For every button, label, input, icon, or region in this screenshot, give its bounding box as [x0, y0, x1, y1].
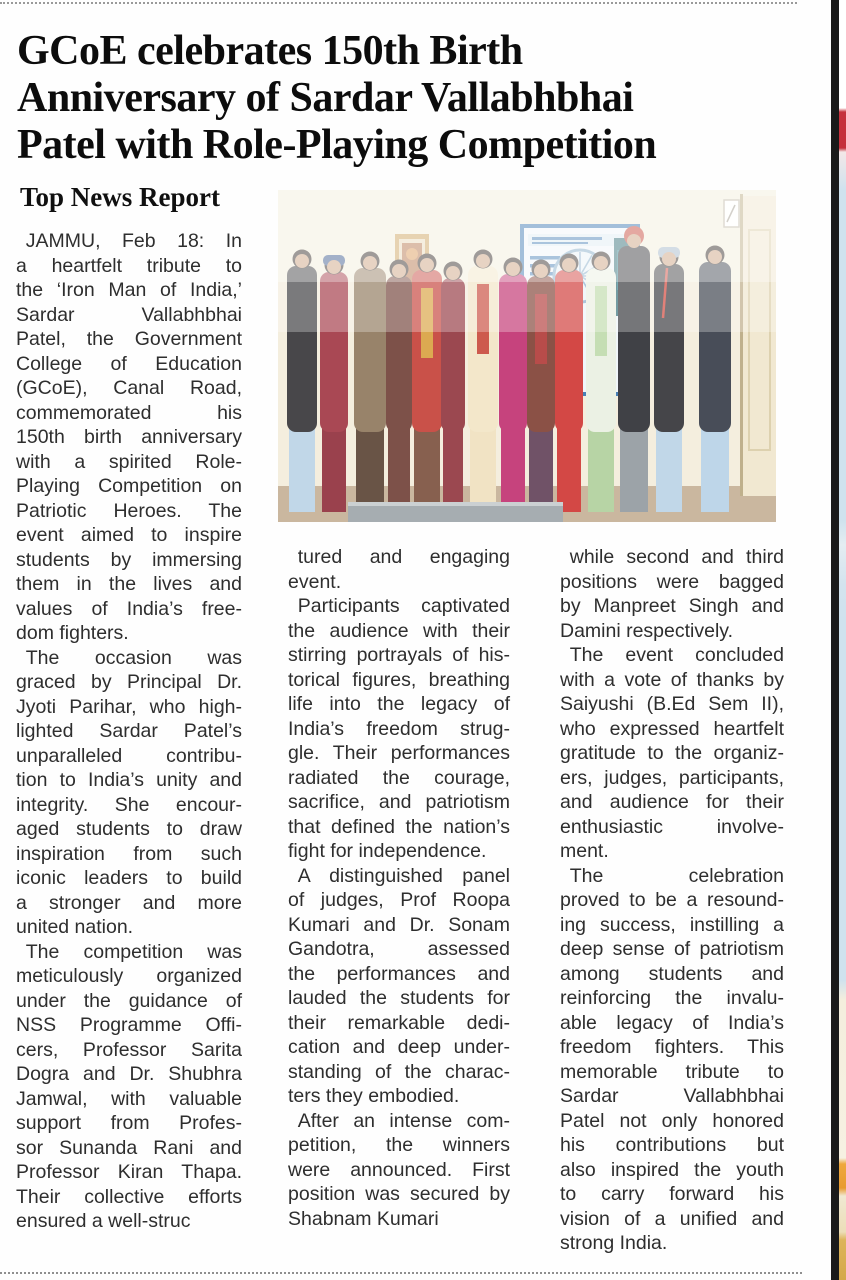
text-line: a stronger and more	[16, 891, 242, 914]
text-line: The occasion was	[16, 646, 242, 669]
text-line: event.	[288, 570, 342, 593]
text-line: positions were bagged	[560, 570, 784, 593]
text-line: ing success, instilling a	[560, 913, 784, 936]
page-fold-line	[831, 0, 839, 1280]
text-line: Patel, the Government	[16, 328, 242, 350]
text-line: tion to India’s unity and	[16, 769, 242, 791]
bottom-divider	[0, 1272, 802, 1274]
text-line: The event concluded	[560, 644, 784, 666]
text-line: NSS Programme Offi-	[16, 1014, 242, 1036]
article-headline	[17, 28, 822, 169]
text-line: fight for independence.	[288, 840, 487, 862]
text-line: Damini respectively.	[560, 619, 734, 642]
text-line: values of India’s free-	[16, 597, 242, 620]
text-line: aged students to draw	[16, 818, 242, 840]
article-column-2	[288, 545, 510, 1231]
headline-line: GCoE celebrates 150th Birth	[17, 28, 523, 74]
text-line: freedom fighters. This	[560, 1036, 784, 1058]
top-divider	[0, 2, 797, 4]
text-line: students by immersing	[16, 548, 242, 571]
text-line: (GCoE), Canal Road,	[16, 377, 242, 399]
text-line: a heartfelt tribute to	[16, 254, 242, 277]
text-line: position was secured by	[288, 1183, 510, 1205]
text-line: deep sense of patriotism	[560, 938, 784, 960]
text-line: support from Profes-	[16, 1112, 242, 1134]
text-line: their remarkable dedi-	[288, 1011, 510, 1034]
text-line: and audience for their	[560, 791, 784, 813]
byline-kicker: Top News Report	[20, 182, 221, 212]
text-line: reinforcing the invalu-	[560, 987, 784, 1009]
text-line: sor Sunanda Rani and	[16, 1136, 242, 1159]
text-line: Sardar Vallabhbhai	[16, 303, 242, 326]
text-line: Kumari and Dr. Sonam	[288, 913, 510, 936]
text-line: under the guidance of	[16, 989, 242, 1012]
text-line: among students and	[560, 962, 784, 985]
text-line: Jyoti Parihar, who high-	[16, 695, 242, 718]
text-line: Their collective efforts	[16, 1185, 242, 1208]
text-line: also inspired the youth	[560, 1158, 784, 1181]
text-line: cers, Professor Sarita	[16, 1038, 242, 1061]
text-line: inspiration from such	[16, 842, 242, 865]
text-line: proved to be a resound-	[560, 889, 784, 911]
text-line: ment.	[560, 840, 609, 862]
text-line: event aimed to inspire	[16, 524, 242, 546]
photo-glare	[278, 190, 776, 522]
headline-line: Anniversary of Sardar Vallabhbhai	[17, 75, 634, 121]
text-line: integrity. She encour-	[16, 793, 242, 816]
text-line: enthusiastic involve-	[560, 815, 784, 838]
text-line: India’s freedom strug-	[288, 717, 510, 740]
text-line: petition, the winners	[288, 1134, 510, 1156]
article-column-1	[16, 229, 242, 1234]
headline-line: Patel with Role-Playing Competition	[17, 122, 657, 168]
text-line: A distinguished panel	[288, 864, 510, 887]
text-line: stirring portrayals of his-	[288, 644, 510, 666]
text-line: the audience with their	[288, 619, 510, 642]
text-line: Jamwal, with valuable	[16, 1087, 242, 1110]
text-line: meticulously organized	[16, 965, 242, 987]
text-line: The celebration	[560, 864, 784, 887]
text-line: Professor Kiran Thapa.	[16, 1161, 242, 1183]
text-line: with a spirited Role-	[16, 450, 242, 473]
text-line: iconic leaders to build	[16, 867, 242, 889]
text-line: while second and third	[560, 546, 784, 568]
text-line: Gandotra, assessed	[288, 938, 510, 960]
text-line: his contributions but	[560, 1134, 784, 1156]
text-line: Participants captivated	[288, 595, 510, 617]
text-line: ers, judges, participants,	[560, 766, 784, 789]
text-line: with a vote of thanks by	[560, 668, 784, 691]
text-line: united nation.	[16, 916, 134, 938]
text-line: that defined the nation’s	[288, 815, 510, 838]
text-line: The competition was	[16, 940, 242, 963]
article-column-3	[560, 545, 784, 1256]
text-line: able legacy of India’s	[560, 1011, 784, 1034]
text-line: lighted Sardar Patel’s	[16, 720, 242, 742]
text-line: sacrifice, and patriotism	[288, 791, 510, 813]
text-line: standing of the charac-	[288, 1060, 510, 1083]
text-line: torical figures, breathing	[288, 668, 510, 691]
text-line: were announced. First	[288, 1158, 510, 1181]
adjacent-page-strip	[839, 0, 846, 1280]
article-photo	[278, 190, 776, 522]
text-line: Dogra and Dr. Shubhra	[16, 1063, 242, 1085]
text-line: Patel not only honored	[560, 1109, 784, 1132]
text-line: ensured a well-struc	[16, 1210, 191, 1232]
text-line: who expressed heartfelt	[560, 717, 784, 740]
text-line: lauded the students for	[288, 987, 510, 1009]
text-line: Shabnam Kumari	[288, 1207, 439, 1230]
text-line: graced by Principal Dr.	[16, 671, 242, 693]
text-line: unparalleled contribu-	[16, 744, 242, 767]
text-line: ters they embodied.	[288, 1085, 460, 1107]
text-line: of judges, Prof Roopa	[288, 889, 510, 911]
text-line: 150th birth anniversary	[16, 426, 242, 448]
text-line: gratitude to the organiz-	[560, 742, 784, 764]
text-line: strong India.	[560, 1232, 668, 1254]
text-line: JAMMU, Feb 18: In	[16, 230, 242, 252]
text-line: radiated the courage,	[288, 766, 510, 789]
text-line: vision of a unified and	[560, 1207, 784, 1230]
text-line: memorable tribute to	[560, 1060, 784, 1083]
text-line: Saiyushi (B.Ed Sem II),	[560, 693, 784, 715]
text-line: cation and deep under-	[288, 1036, 510, 1058]
text-line: Sardar Vallabhbhai	[560, 1085, 784, 1107]
text-line: After an intense com-	[288, 1109, 510, 1132]
text-line: Playing Competition on	[16, 475, 242, 497]
text-line: the ‘Iron Man of India,’	[16, 279, 242, 301]
text-line: commemorated his	[16, 401, 242, 424]
text-line: College of Education	[16, 352, 242, 375]
text-line: them in the lives and	[16, 573, 242, 595]
text-line: life into the legacy of	[288, 693, 510, 715]
text-line: to carry forward his	[560, 1183, 784, 1205]
text-line: tured and engaging	[288, 546, 510, 568]
text-line: by Manpreet Singh and	[560, 595, 784, 617]
text-line: dom fighters.	[16, 622, 129, 644]
text-line: the performances and	[288, 962, 510, 985]
text-line: Patriotic Heroes. The	[16, 499, 242, 522]
text-line: gle. Their performances	[288, 742, 510, 764]
